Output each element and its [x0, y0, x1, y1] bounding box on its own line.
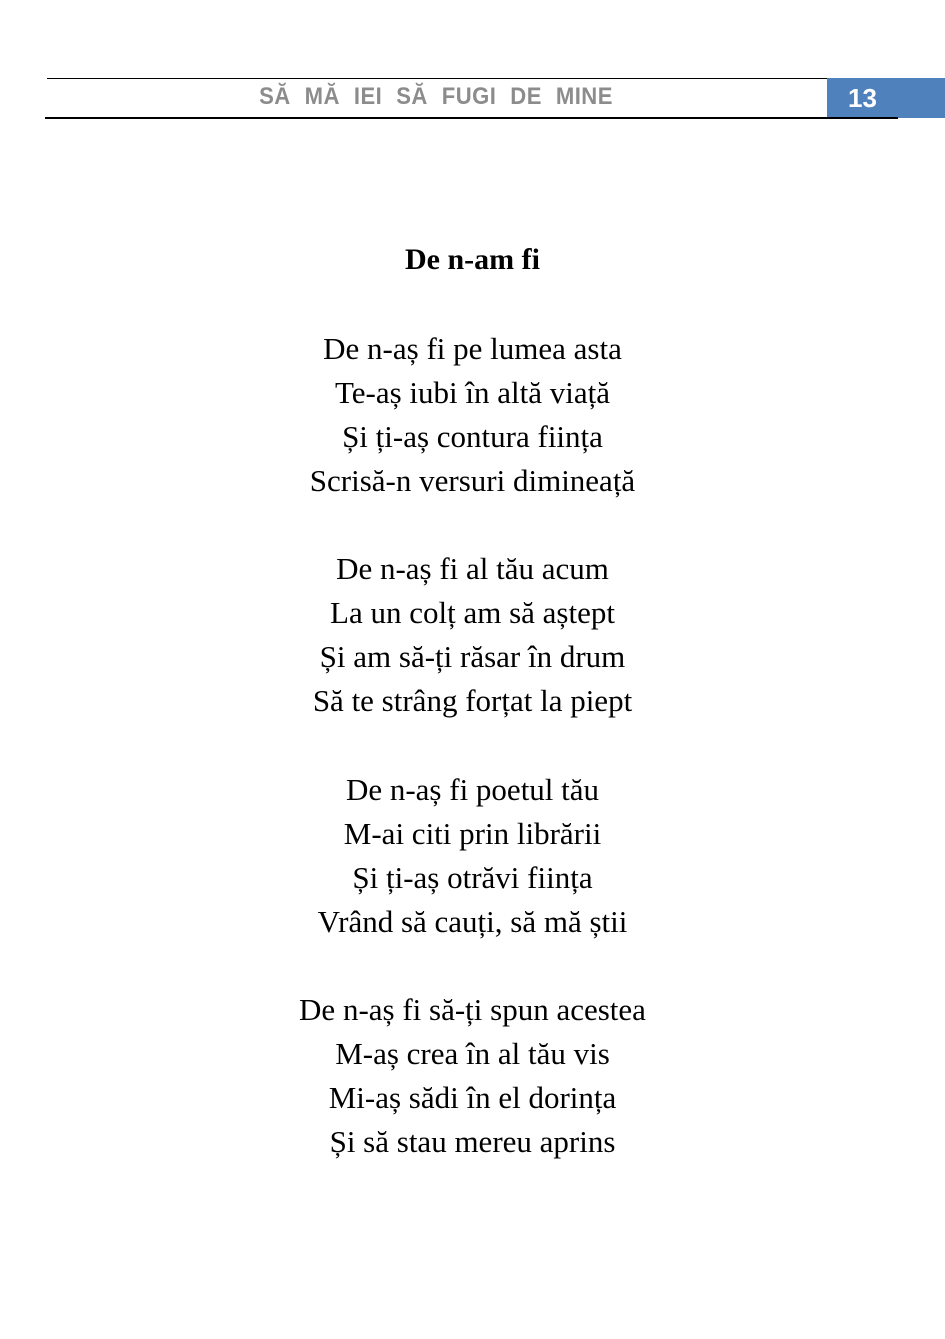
verse-line: Și am să-ți răsar în drum [319, 639, 626, 674]
stanza [0, 327, 945, 503]
poem-title: De n-am fi [405, 243, 540, 276]
page-number-badge: 13 [827, 78, 945, 118]
running-header-title: SĂ MĂ IEI SĂ FUGI DE MINE [259, 83, 613, 110]
stanza [0, 768, 945, 944]
verse-line: De n-aș fi al tău acum [336, 551, 609, 586]
verse-line: Și ți-aș otrăvi ființa [352, 860, 593, 895]
verse-line: Vrând să cauți, să mă știi [317, 904, 628, 939]
stanza [0, 547, 945, 723]
verse-line: Te-aș iubi în altă viață [334, 375, 610, 410]
verse-line: De n-aș fi poetul tău [345, 772, 600, 807]
verse-line: Mi-aș sădi în el dorința [328, 1080, 617, 1115]
verse-line: M-aș crea în al tău vis [335, 1036, 610, 1071]
verse-line: De n-aș fi să-ți spun acestea [299, 992, 646, 1027]
verse-line: M-ai citi prin librării [343, 816, 602, 851]
header-top-rule [47, 78, 827, 79]
verse-line: Să te strâng forțat la piept [312, 683, 633, 718]
verse-line: La un colț am să aștept [330, 595, 615, 630]
stanza [0, 988, 945, 1164]
verse-line: De n-aș fi pe lumea asta [323, 331, 622, 366]
verse-line: Și ți-aș contura ființa [342, 419, 603, 454]
verse-line: Și să stau mereu aprins [329, 1124, 616, 1159]
verse-line: Scrisă-n versuri dimineață [309, 463, 636, 498]
header-bottom-rule [45, 117, 898, 119]
